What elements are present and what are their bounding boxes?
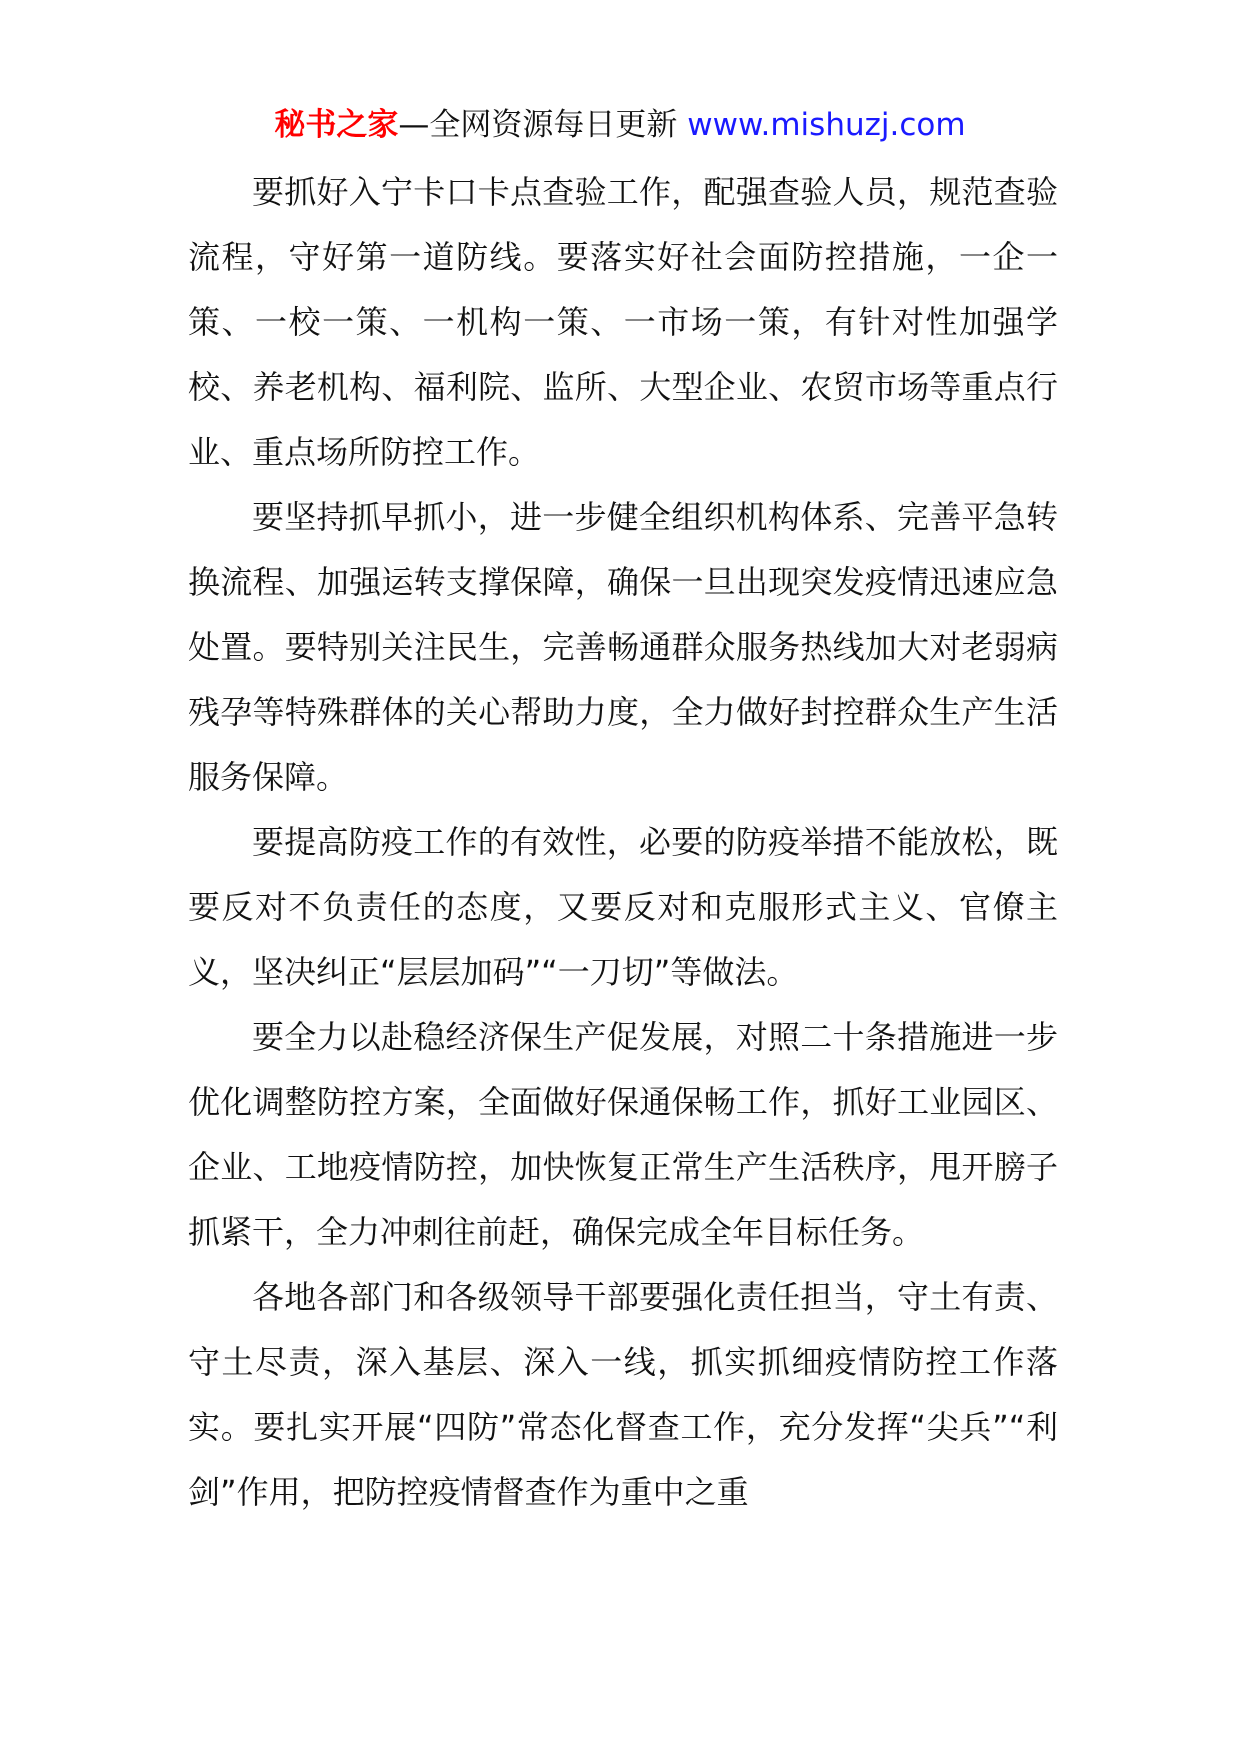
- paragraph: 要全力以赴稳经济保生产促发展，对照二十条措施进一步优化调整防控方案，全面做好保通保畅工作，抓好工业园区、企业、工地疫情防控，加快恢复正常生产生活秩序，甩开膀子抓紧干，全力冲刺往前赶，确保完成全年目标任务。: [188, 1018, 1058, 1251]
- paragraph: 要坚持抓早抓小，进一步健全组织机构体系、完善平急转换流程、加强运转支撑保障，确保一旦出现突发疫情迅速应急处置。要特别关注民生，完善畅通群众服务热线加大对老弱病残孕等特殊群体的关心帮助力度，全力做好封控群众生产生活服务保障。: [188, 498, 1058, 796]
- header-slogan: —全网资源每日更新: [398, 107, 688, 143]
- header-url-link[interactable]: www.mishuzj.com: [687, 107, 966, 143]
- page-header: [0, 100, 1240, 150]
- brand-name: 秘书之家: [274, 107, 399, 143]
- paragraph: 要抓好入宁卡口卡点查验工作，配强查验人员，规范查验流程，守好第一道防线。要落实好社会面防控措施，一企一策、一校一策、一机构一策、一市场一策，有针对性加强学校、养老机构、福利院、监所、大型企业、农贸市场等重点行业、重点场所防控工作。: [188, 173, 1058, 471]
- document-body: [188, 160, 1058, 1525]
- paragraph: 各地各部门和各级领导干部要强化责任担当，守土有责、守土尽责，深入基层、深入一线，抓实抓细疫情防控工作落实。要扎实开展“四防”常态化督查工作，充分发挥“尖兵”“利剑”作用，把防控疫情督查作为重中之重: [188, 1278, 1058, 1511]
- paragraph: 要提高防疫工作的有效性，必要的防疫举措不能放松，既要反对不负责任的态度，又要反对和克服形式主义、官僚主义，坚决纠正“层层加码”“一刀切”等做法。: [188, 823, 1058, 991]
